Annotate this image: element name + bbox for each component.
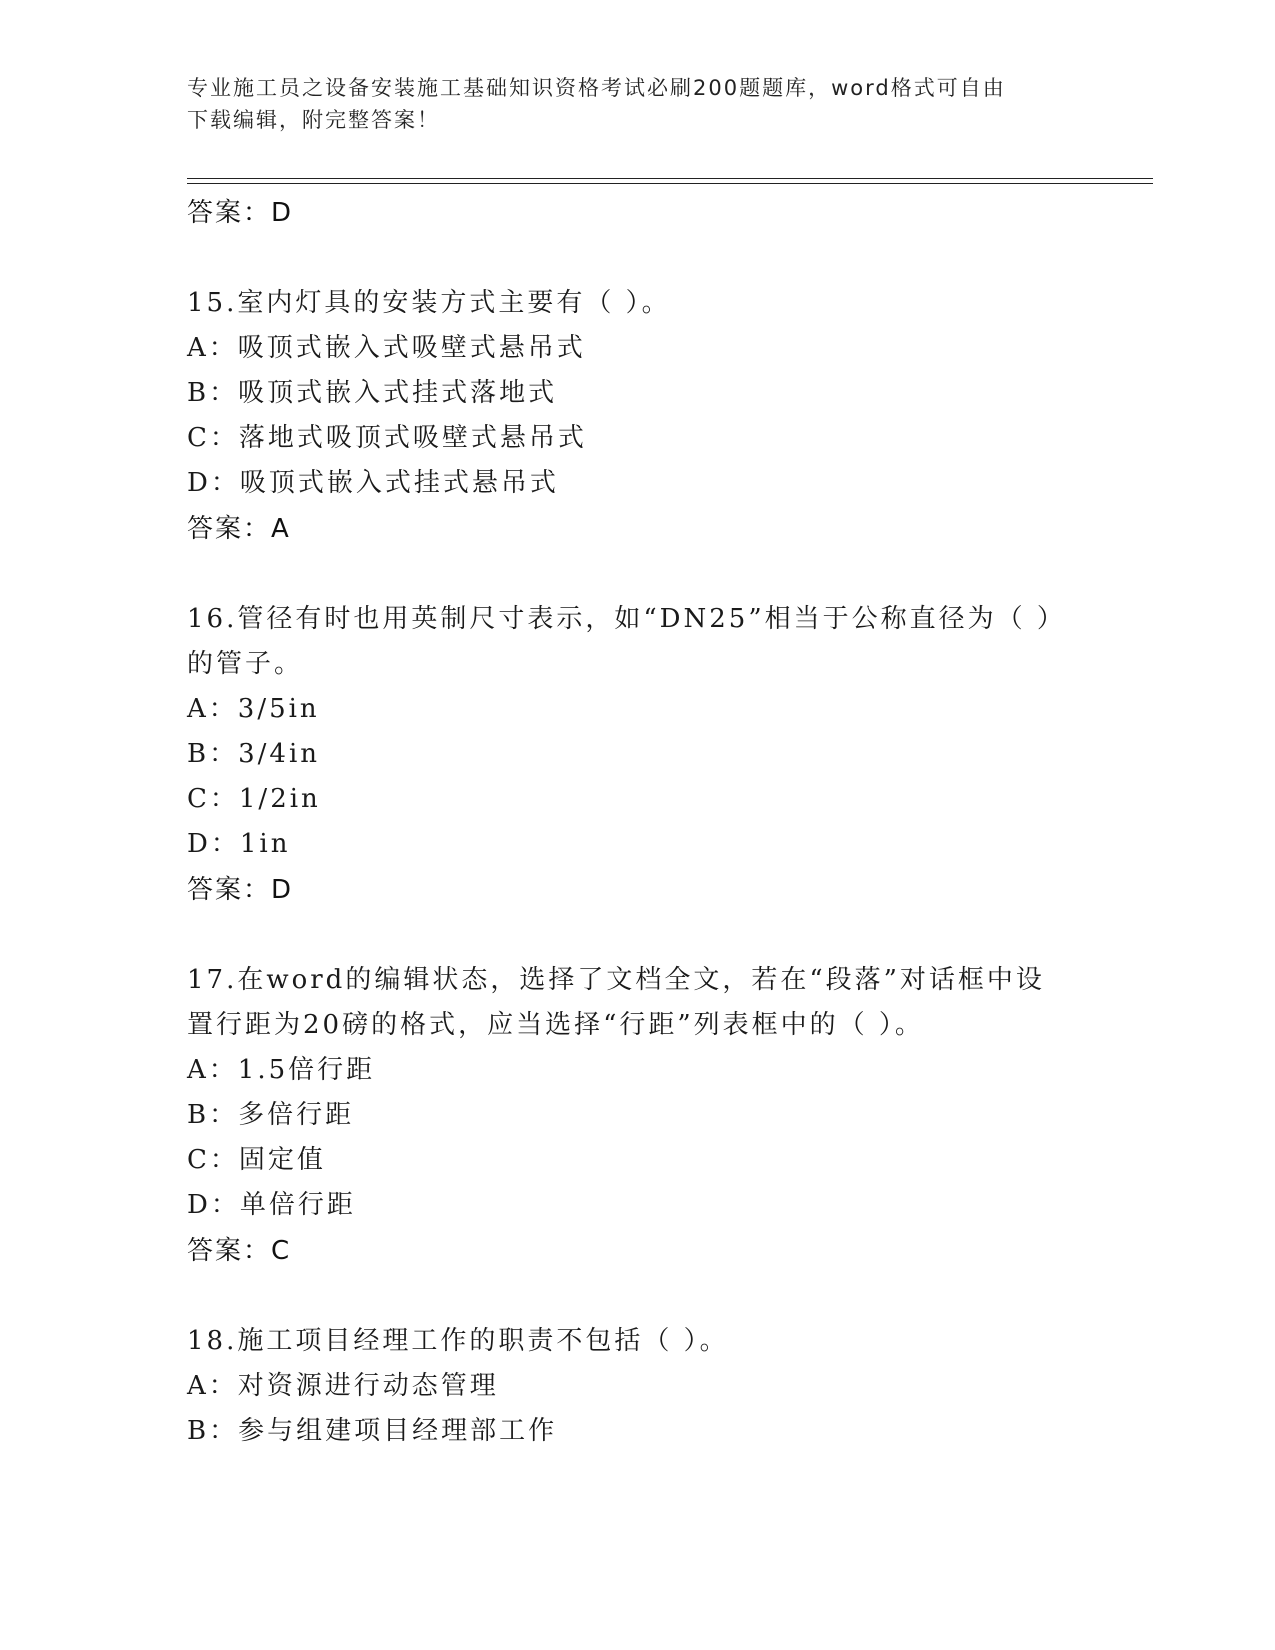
question-15-option-b: B：吸顶式嵌入式挂式落地式 — [187, 378, 558, 408]
question-18-stem: 18.施工项目经理工作的职责不包括（ ）。 — [187, 1326, 729, 1356]
question-15-answer: 答案：A — [187, 514, 291, 544]
previous-answer: 答案：D — [187, 198, 294, 228]
question-16-answer: 答案：D — [187, 875, 294, 905]
header-title-line1: 专业施工员之设备安装施工基础知识资格考试必刷200题题库，word格式可自由 — [187, 76, 1006, 100]
header-title-line2: 下载编辑，附完整答案！ — [187, 108, 440, 132]
question-17-option-d: D：单倍行距 — [187, 1190, 356, 1220]
question-15-option-a: A：吸顶式嵌入式吸壁式悬吊式 — [187, 333, 586, 363]
question-16-option-b: B：3/4in — [187, 739, 321, 769]
question-18-option-a: A：对资源进行动态管理 — [187, 1371, 499, 1401]
question-17-answer: 答案：C — [187, 1236, 292, 1266]
question-17-option-b: B：多倍行距 — [187, 1100, 355, 1130]
question-17-stem-line1: 17.在word的编辑状态，选择了文档全文，若在“段落”对话框中设 — [187, 965, 1045, 995]
document-header — [187, 72, 1087, 136]
question-16-stem-line1: 16.管径有时也用英制尺寸表示，如“DN25”相当于公称直径为（ ） — [187, 604, 1066, 634]
question-17-option-c: C：固定值 — [187, 1145, 326, 1175]
question-15-stem: 15.室内灯具的安装方式主要有（ ）。 — [187, 288, 671, 318]
question-15-option-d: D：吸顶式嵌入式挂式悬吊式 — [187, 468, 559, 498]
header-rule-top — [187, 178, 1153, 179]
question-16-stem-line2: 的管子。 — [187, 649, 304, 679]
question-18-option-b: B：参与组建项目经理部工作 — [187, 1416, 558, 1446]
header-rule-bottom — [187, 183, 1153, 184]
question-16-option-c: C：1/2in — [187, 784, 321, 814]
question-16-option-d: D：1in — [187, 829, 291, 859]
question-16-option-a: A：3/5in — [187, 694, 320, 724]
question-17-option-a: A：1.5倍行距 — [187, 1055, 376, 1085]
question-17-stem-line2: 置行距为20磅的格式，应当选择“行距”列表框中的（ ）。 — [187, 1010, 924, 1040]
question-15-option-c: C：落地式吸顶式吸壁式悬吊式 — [187, 423, 587, 453]
